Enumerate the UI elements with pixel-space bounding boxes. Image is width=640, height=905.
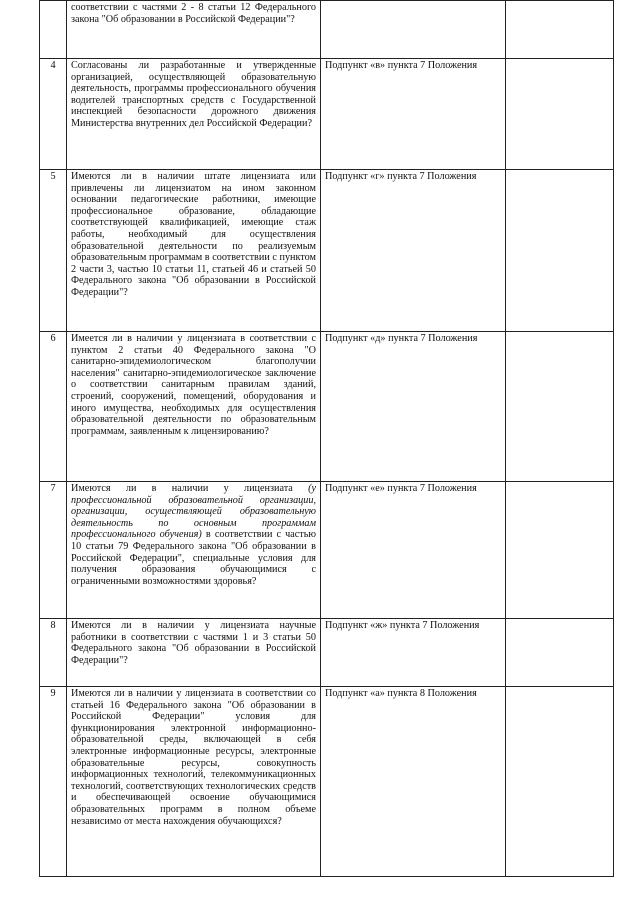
question-text: Имеется ли в наличии у лицензиата в соответствии с пунктом 2 статьи 40 Федерального закона "О санитарно-эпидемиологическом благополучии населения" санитарно-эпидемиологическое заключение о соответствии санитарным правилам зданий, строений, сооружений, помещений, оборудования и иного имущества, необходимых для осуществления образовательной деятельности по образовательным программам, заявленным к лицензированию? — [67, 332, 321, 482]
question-text: Согласованы ли разработанные и утвержденные организацией, осуществляющей образовательную деятельность, программы профессионального обучения водителей транспортных средств с Государственной инспекцией безопасности дорожного движения Министерства внутренних дел Российской Федерации? — [67, 59, 321, 170]
question-text: Имеются ли в наличии штате лицензиата или привлечены ли лицензиатом на ином законном основании педагогические работники, имеющие профессиональное образование, обладающие соответствующей квалификацией, имеющие стаж работы, необходимый для осуществления образовательной деятельности по реализуемым образовательным программам в соответствии с пунктом 2 части 3, частью 10 статьи 11, статьей 46 и статьей 50 Федерального закона "Об образовании в Российской Федерации"? — [67, 170, 321, 332]
row-number: 9 — [40, 687, 67, 877]
question-text: соответствии с частями 2 - 8 статьи 12 Федерального закона "Об образовании в Российской Федерации"? — [67, 1, 321, 59]
row-number: 6 — [40, 332, 67, 482]
answer-cell[interactable] — [506, 687, 614, 877]
reference-text: Подпункт «ж» пункта 7 Положения — [321, 619, 506, 687]
question-text: Имеются ли в наличии у лицензиата в соответствии со статьей 16 Федерального закона "Об образовании в Российской Федерации" условия для функционирования электронной информационно-образовательной среды, включающей в себя электронные информационные ресурсы, электронные образовательные ресурсы, совокупность информационных технологий, телекоммуникационных технологий, соответствующих технологических средств и обеспечивающей освоение обучающимися образовательных программ в полном объеме независимо от места нахождения обучающихся? — [67, 687, 321, 877]
reference-text: Подпункт «г» пункта 7 Положения — [321, 170, 506, 332]
row-number: 8 — [40, 619, 67, 687]
question-text-pre: Имеются ли в наличии у лицензиата — [71, 483, 309, 494]
reference-text: Подпункт «е» пункта 7 Положения — [321, 482, 506, 619]
question-text: Имеются ли в наличии у лицензиата научные работники в соответствии с частями 1 и 3 статьи 50 Федерального закона "Об образовании в Российской Федерации"? — [67, 619, 321, 687]
answer-cell[interactable] — [506, 482, 614, 619]
row-number: 4 — [40, 59, 67, 170]
answer-cell[interactable] — [506, 1, 614, 59]
table-row — [40, 482, 614, 619]
question-text — [67, 482, 321, 619]
table-row — [40, 687, 614, 877]
reference-text: Подпункт «в» пункта 7 Положения — [321, 59, 506, 170]
table-row — [40, 619, 614, 687]
table-row — [40, 1, 614, 59]
answer-cell[interactable] — [506, 170, 614, 332]
question-text-post: в соответствии с частью 10 статьи 79 Федерального закона "Об образовании в Российской Федерации", специальные условия для получения образования обучающимися с ограниченными возможностями здоровья? — [71, 529, 316, 587]
row-number: 5 — [40, 170, 67, 332]
answer-cell[interactable] — [506, 59, 614, 170]
reference-text — [321, 1, 506, 59]
answer-cell[interactable] — [506, 332, 614, 482]
table-row — [40, 59, 614, 170]
table-row — [40, 332, 614, 482]
table-row — [40, 170, 614, 332]
checklist-table — [39, 0, 614, 877]
reference-text: Подпункт «д» пункта 7 Положения — [321, 332, 506, 482]
reference-text: Подпункт «а» пункта 8 Положения — [321, 687, 506, 877]
question-text-italic: (у профессиональной образовательной организации, организации, осуществляющей образовательную деятельность по основным программам профессионального обучения) — [71, 483, 316, 541]
row-number: 7 — [40, 482, 67, 619]
answer-cell[interactable] — [506, 619, 614, 687]
row-number — [40, 1, 67, 59]
